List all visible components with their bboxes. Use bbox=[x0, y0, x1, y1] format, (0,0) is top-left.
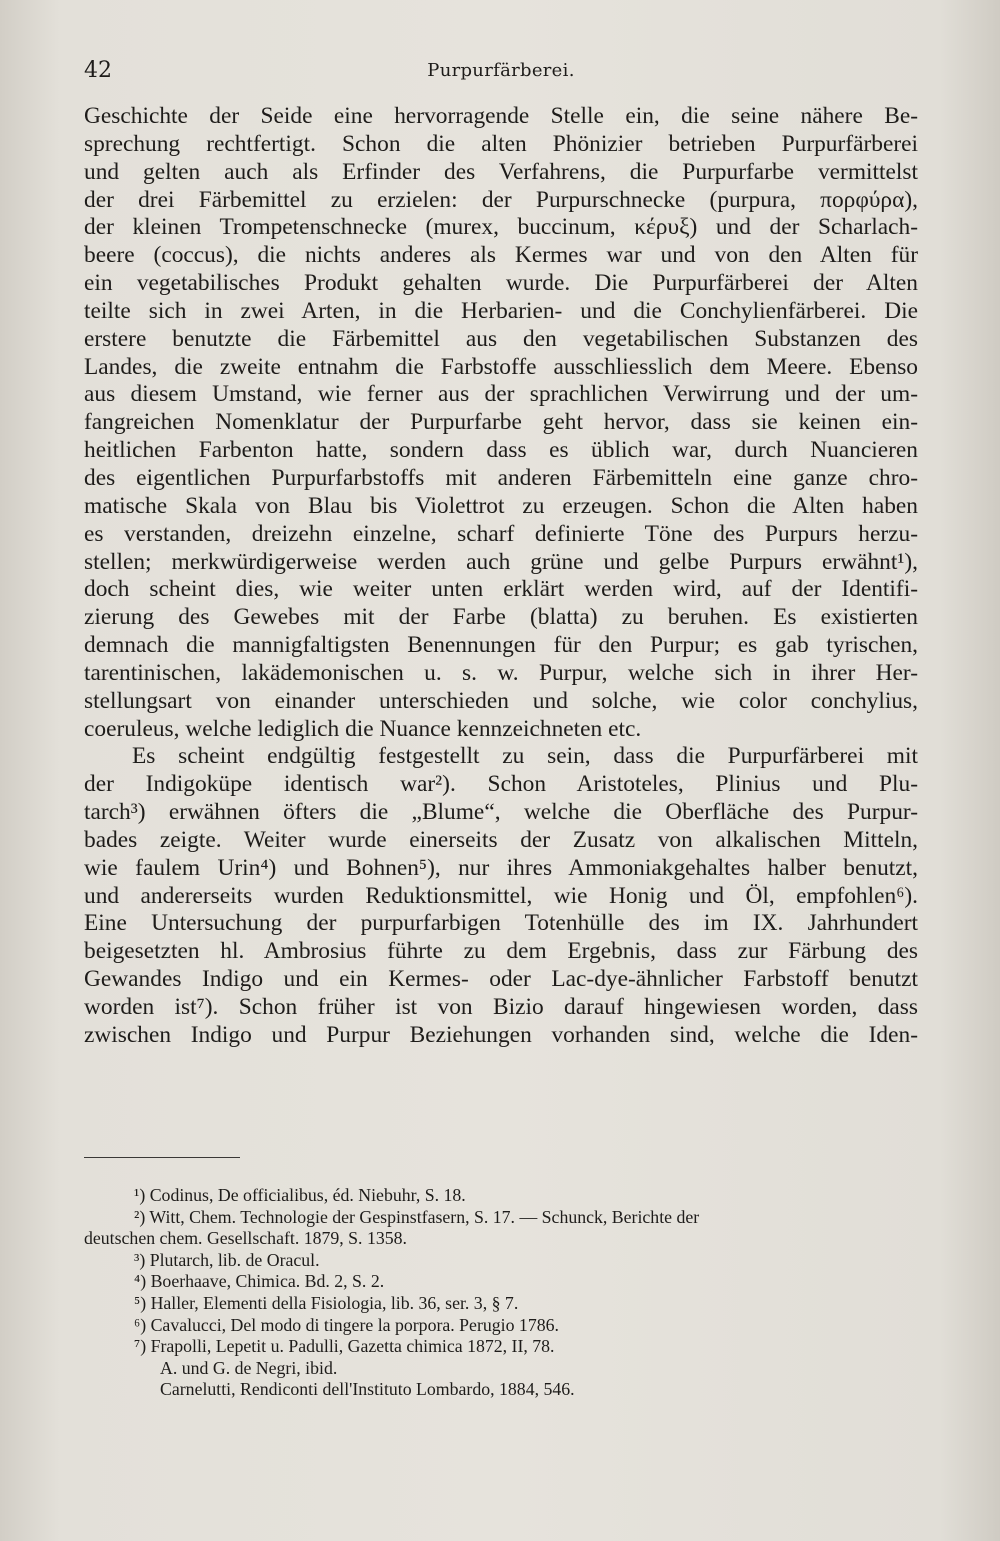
text-line: tarentinischen, lakädemonischen u. s. w. Purpur, welche sich in ihrer Her- bbox=[84, 659, 918, 686]
text-line: stellen; merkwürdigerweise werden auch grüne und gelbe Purpurs erwähnt¹), bbox=[84, 548, 918, 575]
page-number: 42 bbox=[84, 58, 112, 83]
text-line: der kleinen Trompetenschnecke (murex, buccinum, κέρυξ) und der Scharlach- bbox=[84, 214, 918, 241]
text-line: des eigentlichen Purpurfarbstoffs mit anderen Färbemitteln eine ganze chro- bbox=[84, 464, 918, 491]
footnote-line: ⁷) Frapolli, Lepetit u. Padulli, Gazetta chimica 1872, II, 78. bbox=[134, 1336, 555, 1357]
text-line: coeruleus, welche lediglich die Nuance kennzeichneten etc. bbox=[84, 715, 642, 742]
footnote-separator bbox=[84, 1157, 240, 1158]
footnotes bbox=[84, 1185, 918, 1401]
text-line: der drei Färbemittel zu erzielen: der Purpurschnecke (purpura, πορφύρα), bbox=[84, 186, 918, 213]
text-line: demnach die mannigfaltigsten Benennungen für den Purpur; es gab tyrischen, bbox=[84, 632, 918, 659]
footnote-line: Carnelutti, Rendiconti dell'Instituto Lombardo, 1884, 546. bbox=[160, 1379, 575, 1400]
text-line: worden ist⁷). Schon früher ist von Bizio darauf hingewiesen worden, dass bbox=[84, 994, 918, 1020]
text-line: doch scheint dies, wie weiter unten erklärt werden wird, auf der Identifi- bbox=[84, 576, 918, 603]
running-title: Purpurfärberei. bbox=[427, 60, 575, 81]
text-line: Landes, die zweite entnahm die Farbstoffe ausschliesslich dem Meere. Ebenso bbox=[84, 353, 918, 380]
text-line: ein vegetabilisches Produkt gehalten wurde. Die Purpurfärberei der Alten bbox=[84, 270, 918, 297]
footnote-line: A. und G. de Negri, ibid. bbox=[160, 1357, 338, 1378]
text-line: Es scheint endgültig festgestellt zu sein, dass die Purpurfärberei mit bbox=[132, 743, 918, 770]
text-line: es verstanden, dreizehn einzelne, scharf definierte Töne des Purpurs herzu- bbox=[84, 520, 918, 547]
text-line: fangreichen Nomenklatur der Purpurfarbe geht hervor, dass sie keinen ein- bbox=[84, 409, 918, 436]
text-line: wie faulem Urin⁴) und Bohnen⁵), nur ihres Ammoniakgehaltes halber benutzt, bbox=[84, 854, 918, 881]
page-header bbox=[84, 58, 918, 88]
text-line: der Indigoküpe identisch war²). Schon Aristoteles, Plinius und Plu- bbox=[84, 771, 918, 798]
footnote-line: ⁴) Boerhaave, Chimica. Bd. 2, S. 2. bbox=[134, 1271, 385, 1292]
text-line: sprechung rechtfertigt. Schon die alten Phönizier betrieben Purpurfärberei bbox=[84, 130, 918, 157]
footnote-line: ³) Plutarch, lib. de Oracul. bbox=[134, 1249, 320, 1270]
text-line: zierung des Gewebes mit der Farbe (blatta) zu beruhen. Es existierten bbox=[84, 604, 918, 631]
text-line: und andererseits wurden Reduktionsmittel, wie Honig und Öl, empfohlen⁶). bbox=[84, 882, 918, 909]
text-line: heitlichen Farbenton hatte, sondern dass es üblich war, durch Nuancieren bbox=[84, 437, 918, 464]
footnote-line: ⁶) Cavalucci, Del modo di tingere la porpora. Perugio 1786. bbox=[134, 1314, 559, 1335]
body-text bbox=[84, 103, 918, 1050]
footnote-line: ²) Witt, Chem. Technologie der Gespinstfasern, S. 17. — Schunck, Berichte der bbox=[134, 1206, 700, 1227]
text-line: Gewandes Indigo und ein Kermes- oder Lac-dye-ähnlicher Farbstoff benutzt bbox=[84, 966, 918, 993]
text-line: beere (coccus), die nichts anderes als Kermes war und von den Alten für bbox=[84, 242, 918, 269]
text-line: zwischen Indigo und Purpur Beziehungen vorhanden sind, welche die Iden- bbox=[84, 1021, 918, 1048]
footnote-line: ⁵) Haller, Elementi della Fisiologia, lib. 36, ser. 3, § 7. bbox=[134, 1292, 519, 1313]
text-line: bades zeigte. Weiter wurde einerseits der Zusatz von alkalischen Mitteln, bbox=[84, 826, 918, 853]
footnote-line: ¹) Codinus, De officialibus, éd. Niebuhr, S. 18. bbox=[134, 1185, 466, 1205]
text-line: erstere benutzte die Färbemittel aus den vegetabilischen Substanzen des bbox=[84, 325, 918, 352]
text-line: tarch³) erwähnen öfters die „Blume“, welche die Oberfläche des Purpur- bbox=[84, 799, 918, 826]
text-line: matische Skala von Blau bis Violettrot zu erzeugen. Schon die Alten haben bbox=[84, 492, 918, 519]
text-line: teilte sich in zwei Arten, in die Herbarien- und die Conchylienfärberei. Die bbox=[84, 297, 918, 324]
footnote-line: deutschen chem. Gesellschaft. 1879, S. 1358. bbox=[84, 1228, 407, 1249]
text-line: beigesetzten hl. Ambrosius führte zu dem Ergebnis, dass zur Färbung des bbox=[84, 938, 918, 965]
text-line: stellungsart von einander unterschieden und solche, wie color conchylius, bbox=[84, 687, 918, 714]
text-line: aus diesem Umstand, wie ferner aus der sprachlichen Verwirrung und der um- bbox=[84, 381, 918, 408]
text-line: und gelten auch als Erfinder des Verfahrens, die Purpurfarbe vermittelst bbox=[84, 158, 918, 185]
text-line: Eine Untersuchung der purpurfarbigen Totenhülle des im IX. Jahrhundert bbox=[84, 910, 918, 937]
text-line: Geschichte der Seide eine hervorragende Stelle ein, die seine nähere Be- bbox=[84, 103, 918, 129]
